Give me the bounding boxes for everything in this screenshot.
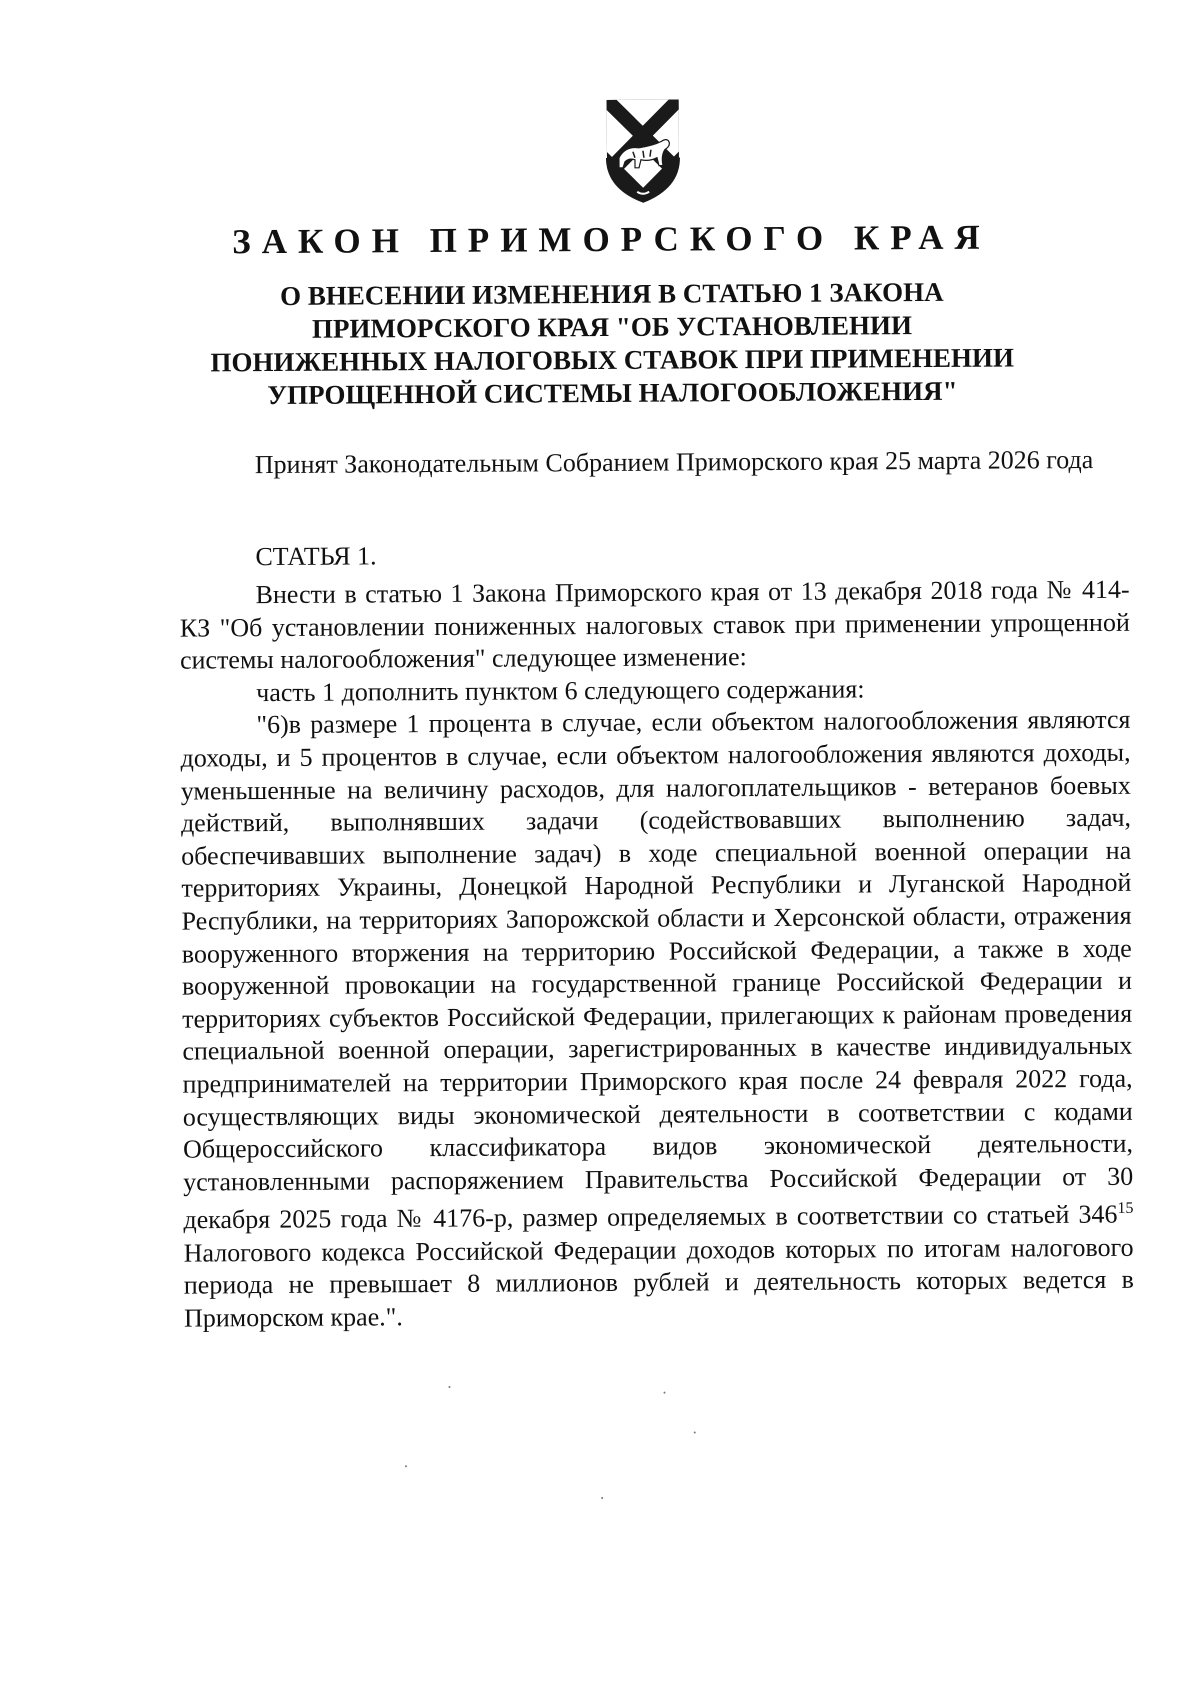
scan-speck (694, 1431, 696, 1433)
scan-speck (601, 1497, 603, 1499)
amendment-text: Налогового кодекса Российской Федерации доходов которых по итогам налогового периода не превышает 8 миллионов рублей и деятельность которых ведется в Приморском крае.". (183, 1232, 1134, 1333)
article-body (180, 574, 1135, 1335)
adoption-note: Принят Законодательным Собранием Приморского края 25 марта 2026 года (254, 444, 1094, 480)
amendment-text: "6)в размере 1 процента в случае, если объектом налогообложения являются доходы, и 5 процентов в случае, если объектом налогообложения являются доходы, уменьшенные на величину расходов, для налогоплательщиков - ветеранов боевых действий, выполнявших задачи (содействовавших выполнению задач, обеспечивавших выполнение задач) в ходе специальной военной операции на территориях Украины, Донецкой Народной Республики и Луганской Народной Республики, на территориях Запорожской области и Херсонской области, отражения вооруженного вторжения на территорию Российской Федерации, а также в ходе вооруженной провокации на государственной границе Российской Федерации и территориях субъектов Российской Федерации, прилегающих к районам проведения специальной военной операции, зарегистрированных в качестве индивидуальных предпринимателей на территории Приморского края после 24 февраля 2022 года, осуществляющих виды экономической деятельности в соответствии с кодами Общероссийского классификатора видов экономической деятельности, установленными распоряжением Правительства Российской Федерации от 30 декабря 2025 года (180, 705, 1134, 1235)
article-paragraph: часть 1 дополнить пунктом 6 следующего содержания: (256, 674, 865, 707)
primorsky-krai-coat-of-arms-icon (603, 95, 684, 205)
amendment-paragraph (180, 704, 1134, 1335)
article-paragraph: Внести в статью 1 Закона Приморского края от 13 декабря 2018 года № 414-КЗ "Об установлении пониженных налоговых ставок при применении упрощенной системы налогообложения" следующее изменение: (179, 574, 1130, 675)
law-title: ЗАКОН ПРИМОРСКОГО КРАЯ (232, 217, 991, 262)
order-number: № 4176-р, (396, 1203, 514, 1234)
article-superscript: 15 (1117, 1200, 1134, 1218)
scan-speck (664, 1392, 666, 1394)
article-heading: СТАТЬЯ 1. (255, 541, 377, 572)
scan-speck (405, 1465, 407, 1467)
amendment-text: размер определяемых в соответствии со статьей 346 (522, 1199, 1118, 1233)
law-subtitle: О ВНЕСЕНИИ ИЗМЕНЕНИЯ В СТАТЬЮ 1 ЗАКОНА ПРИМОРСКОГО КРАЯ "ОБ УСТАНОВЛЕНИИ ПОНИЖЕННЫХ НАЛОГОВЫХ СТАВОК ПРИ ПРИМЕНЕНИИ УПРОЩЕННОЙ СИСТЕМЫ НАЛОГООБЛОЖЕНИЯ" (210, 276, 1015, 411)
scan-speck (448, 1386, 450, 1388)
